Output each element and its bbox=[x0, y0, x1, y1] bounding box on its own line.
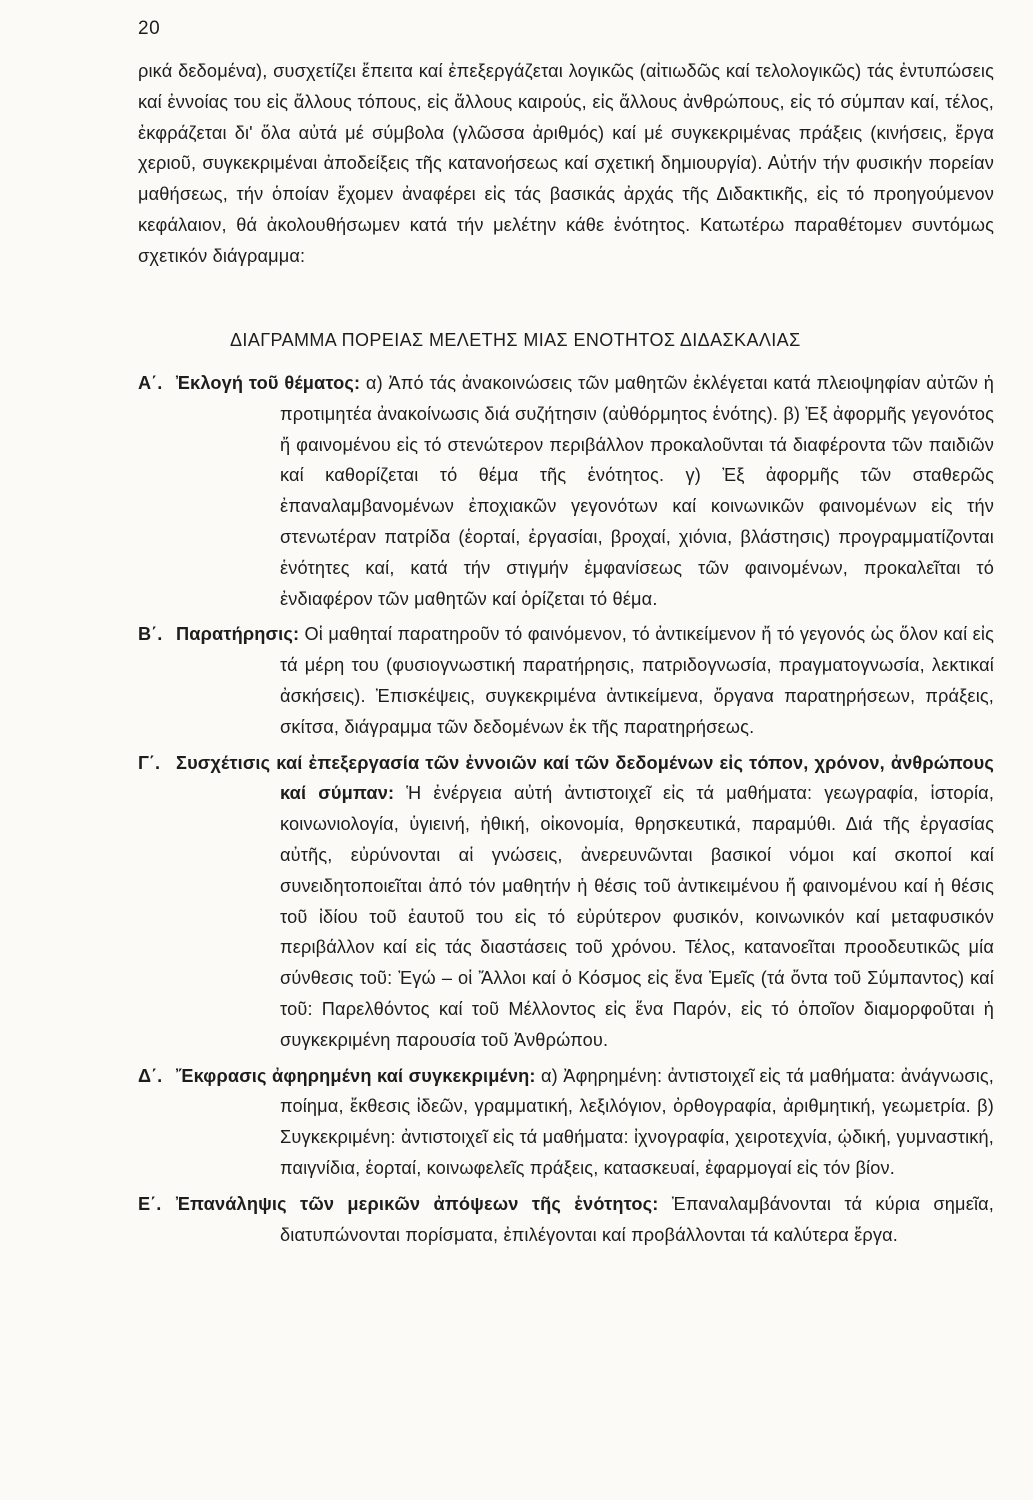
section-letter: Ε΄. bbox=[138, 1193, 162, 1214]
section-e bbox=[138, 1189, 994, 1251]
section-letter: Δ΄. bbox=[138, 1065, 163, 1086]
section-text: Ἐπαναλαμβάνονται τά κύρια σημεῖα, διατυπώνονται πορίσματα, ἐπιλέγονται καί προβάλλονται τά καλύτερα ἔργα. bbox=[280, 1193, 995, 1245]
section-text: Ἡ ἐνέργεια αὐτή ἀντιστοιχεῖ εἰς τά μαθήματα: γεωγραφία, ἱστορία, κοινωνιολογία, ὑγιεινή, ἠθική, οἰκονομία, θρησκευτικά, παραμύθι. Διά τῆς ἐργασίας αὐτῆς, εὐρύνονται αἱ γνώσεις, ἀνερευνῶνται βασικοί νόμοι καί σκοποί καί συνειδητοποιεῖται ἀπό τόν μαθητήν ἡ θέσις τοῦ ἀντικειμένου ἤ φαινομένου καί ἡ θέσις τοῦ ἰδίου τοῦ ἑαυτοῦ του εἰς τό εὐρύτερον φυσικόν, κοινωνικόν καί μεταφυσικόν περιβάλλον καί εἰς τάς διαστάσεις τοῦ χρόνου. Τέλος, κατανοεῖται προοδευτικῶς μία σύνθεσις τοῦ: Ἐγώ – οἱ Ἄλλοι καί ὁ Κόσμος εἰς ἕνα Ἐμεῖς (τά ὄντα τοῦ Σύμπαντος) καί τοῦ: Παρελθόντος καί τοῦ Μέλλοντος εἰς ἕνα Παρόν, εἰς τό ὁποῖον διαμορφοῦται ἡ συγκεκριμένη παρουσία τοῦ Ἀνθρώπου. bbox=[280, 783, 995, 1050]
section-heading: Ἔκφρασις ἀφηρημένη καί συγκεκριμένη: bbox=[176, 1065, 536, 1086]
section-letter: Γ΄. bbox=[138, 752, 161, 773]
intro-paragraph: ρικά δεδομένα), συσχετίζει ἔπειτα καί ἐπεξεργάζεται λογικῶς (αἰτιωδῶς καί τελολογικῶς) τάς ἐντυπώσεις καί ἐννοίας του εἰς ἄλλους τόπους, εἰς ἄλλους καιρούς, εἰς ἄλλους ἀνθρώπους, εἰς τό σύμπαν καί, τέλος, ἐκφράζεται δι' ὅλα αὐτά μέ σύμβολα (γλῶσσα ἀριθμός) καί μέ συγκεκριμένας πράξεις (κινήσεις, ἔργα χεριοῦ, συγκεκριμέναι ἀποδείξεις τῆς κατανοήσεως καί σχετική δημιουργία). Αὐτήν τήν φυσικήν πορείαν μαθήσεως, τήν ὁποίαν ἔχομεν ἀναφέρει εἰς τάς βασικάς ἀρχάς τῆς Διδακτικῆς, εἰς τό προηγούμενον κεφάλαιον, θά ἀκολουθήσωμεν κατά τήν μελέτην κάθε ἑνότητος. Κατωτέρω παραθέτομεν συντόμως σχετικόν διάγραμμα: bbox=[138, 61, 994, 266]
section-d bbox=[138, 1061, 994, 1184]
section-text: α) Ἀφηρημένη: ἀντιστοιχεῖ εἰς τά μαθήματα: ἀνάγνωσις, ποίημα, ἔκθεσις ἰδεῶν, γραμματική, λεξιλόγιον, ὀρθογραφία, ἀριθμητική, γεωμετρία. β) Συγκεκριμένη: ἀντιστοιχεῖ εἰς τά μαθήματα: ἰχνογραφία, χειροτεχνία, ᾠδική, γυμναστική, παιγνίδια, ἑορταί, κοινωφελεῖς πράξεις, κατασκευαί, ἐφαρμογαί εἰς τόν βίον. bbox=[280, 1065, 994, 1178]
section-letter: Β΄. bbox=[138, 624, 163, 645]
section-a bbox=[138, 368, 994, 614]
section-b bbox=[138, 619, 994, 742]
diagram-title: ΔΙΑΓΡΑΜΜΑ ΠΟΡΕΙΑΣ ΜΕΛΕΤΗΣ ΜΙΑΣ ΕΝΟΤΗΤΟΣ ΔΙΔΑΣΚΑΛΙΑΣ bbox=[230, 330, 801, 350]
section-c bbox=[138, 748, 994, 1056]
diagram-sections bbox=[138, 368, 994, 1255]
section-text: Οἱ μαθηταί παρατηροῦν τό φαινόμενον, τό ἀντικείμενον ἤ τό γεγονός ὡς ὅλον καί εἰς τά μέρη του (φυσιογνωστική παρατήρησις, πατριδογνωσία, πραγματογνωσία, λεκτικαί ἀσκήσεις). Ἐπισκέψεις, συγκεκριμένα ἀντικείμενα, ὄργανα παρατηρήσεων, πράξεις, σκίτσα, διάγραμμα τῶν δεδομένων ἐκ τῆς παρατηρήσεως. bbox=[280, 624, 994, 737]
section-heading: Ἐπανάληψις τῶν μερικῶν ἀπόψεων τῆς ἑνότητος: bbox=[176, 1193, 659, 1214]
section-heading: Συσχέτισις καί ἐπεξεργασία τῶν ἐννοιῶν καί τῶν δεδομένων εἰς τόπον, χρόνον, ἀνθρώπους καί σύμπαν: bbox=[176, 752, 994, 804]
section-heading: Ἐκλογή τοῦ θέματος: bbox=[176, 373, 361, 393]
section-text: α) Ἀπό τάς ἀνακοινώσεις τῶν μαθητῶν ἐκλέγεται κατά πλειοψηφίαν αὐτῶν ἡ προτιμητέα ἀνακοίνωσις διά συζήτησιν (αὐθόρμητος ἑνότης). β) Ἐξ ἀφορμῆς γεγονότος ἤ φαινομένου εἰς τό στενώτερον περιβάλλον προκαλοῦνται τά διαφέροντα τῶν παιδιῶν καί καθορίζεται τό θέμα τῆς ἑνότητος. γ) Ἐξ ἀφορμῆς τῶν σταθερῶς ἐπαναλαμβανομένων ἐποχιακῶν γεγονότων καί κοινωνικῶν φαινομένων εἰς τήν στενωτέραν πατρίδα (ἑορταί, ἐργασίαι, βροχαί, χιόνια, βλάστησις) προγραμματίζονται ἑνότητες καί, κατά τήν στιγμήν ἐμφανίσεως τῶν φαινομένων, προκαλεῖται τό ἐνδιαφέρον τῶν μαθητῶν καί ὁρίζεται τό θέμα. bbox=[280, 373, 994, 609]
page-number: 20 bbox=[138, 18, 161, 39]
section-letter: Α΄. bbox=[138, 373, 163, 393]
section-heading: Παρατήρησις: bbox=[176, 624, 300, 645]
